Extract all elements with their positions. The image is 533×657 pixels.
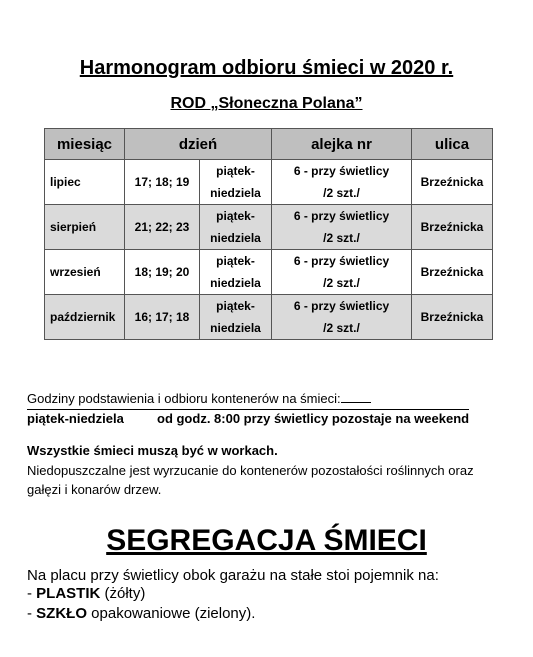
alley-line2: /2 szt./ [323,321,360,335]
dates-cell: 21; 22; 23 [125,205,200,250]
weekdays-cell [200,160,272,205]
street-cell: Brzeźnicka [412,160,493,205]
dates-cell: 17; 18; 19 [125,160,200,205]
alley-cell [272,205,412,250]
segregation-title: SEGREGACJA ŚMIECI [106,524,427,557]
hours-days: piątek-niedziela [27,411,124,426]
underline-rule [341,402,371,403]
table-row [45,160,493,205]
item-name: PLASTIK [36,585,101,602]
hours-label [27,391,371,406]
alley-cell [272,250,412,295]
street-cell: Brzeźnicka [412,250,493,295]
weekdays-cell [200,250,272,295]
column-header-street: ulica [412,129,493,160]
column-header-alley: alejka nr [272,129,412,160]
table-row [45,250,493,295]
segregation-item-plastic [27,585,145,602]
weekdays-line2: niedziela [210,186,261,200]
table-header-row [45,129,493,160]
dates-cell: 16; 17; 18 [125,295,200,340]
item-detail: (żółty) [100,585,146,602]
weekdays-line2: niedziela [210,231,261,245]
item-name: SZKŁO [36,605,88,622]
alley-line2: /2 szt./ [323,231,360,245]
column-header-month: miesiąc [45,129,125,160]
month-cell: październik [45,295,125,340]
item-prefix: - [27,585,37,602]
hours-label-text: Godziny podstawienia i odbioru kontenerów na śmieci: [27,391,341,406]
alley-line1: 6 - przy świetlicy [293,254,390,268]
page-title: Harmonogram odbioru śmieci w 2020 r. [79,57,454,79]
item-detail: opakowaniowe (zielony). [87,605,256,622]
alley-line1: 6 - przy świetlicy [293,164,390,178]
month-cell: sierpień [45,205,125,250]
alley-cell [272,160,412,205]
month-cell: wrzesień [45,250,125,295]
segregation-item-glass [27,605,255,622]
alley-line2: /2 szt./ [323,276,360,290]
page-subtitle: ROD „Słoneczna Polana” [170,95,363,112]
street-cell: Brzeźnicka [412,295,493,340]
alley-line1: 6 - przy świetlicy [293,299,390,313]
alley-cell [272,295,412,340]
hours-row [27,409,469,426]
segregation-intro: Na placu przy świetlicy obok garażu na stałe stoi pojemnik na: [27,567,439,584]
hours-detail: od godz. 8:00 przy świetlicy pozostaje na weekend [157,411,470,426]
weekdays-cell [200,295,272,340]
column-header-day: dzień [125,129,272,160]
weekdays-line1: piątek- [216,164,255,178]
table-row [45,295,493,340]
weekdays-line2: niedziela [210,321,261,335]
schedule-table [44,128,493,340]
month-cell: lipiec [45,160,125,205]
alley-line1: 6 - przy świetlicy [293,209,390,223]
dates-cell: 18; 19; 20 [125,250,200,295]
street-cell: Brzeźnicka [412,205,493,250]
alley-line2: /2 szt./ [323,186,360,200]
item-prefix: - [27,605,37,622]
prohibition-note: Niedopuszczalne jest wyrzucanie do kontenerów pozostałości roślinnych oraz gałęzi i konarów drzew. [27,463,474,497]
weekdays-cell [200,205,272,250]
weekdays-line1: piątek- [216,209,255,223]
weekdays-line1: piątek- [216,254,255,268]
bags-note: Wszystkie śmieci muszą być w workach. [27,443,278,458]
weekdays-line1: piątek- [216,299,255,313]
table-row [45,205,493,250]
weekdays-line2: niedziela [210,276,261,290]
